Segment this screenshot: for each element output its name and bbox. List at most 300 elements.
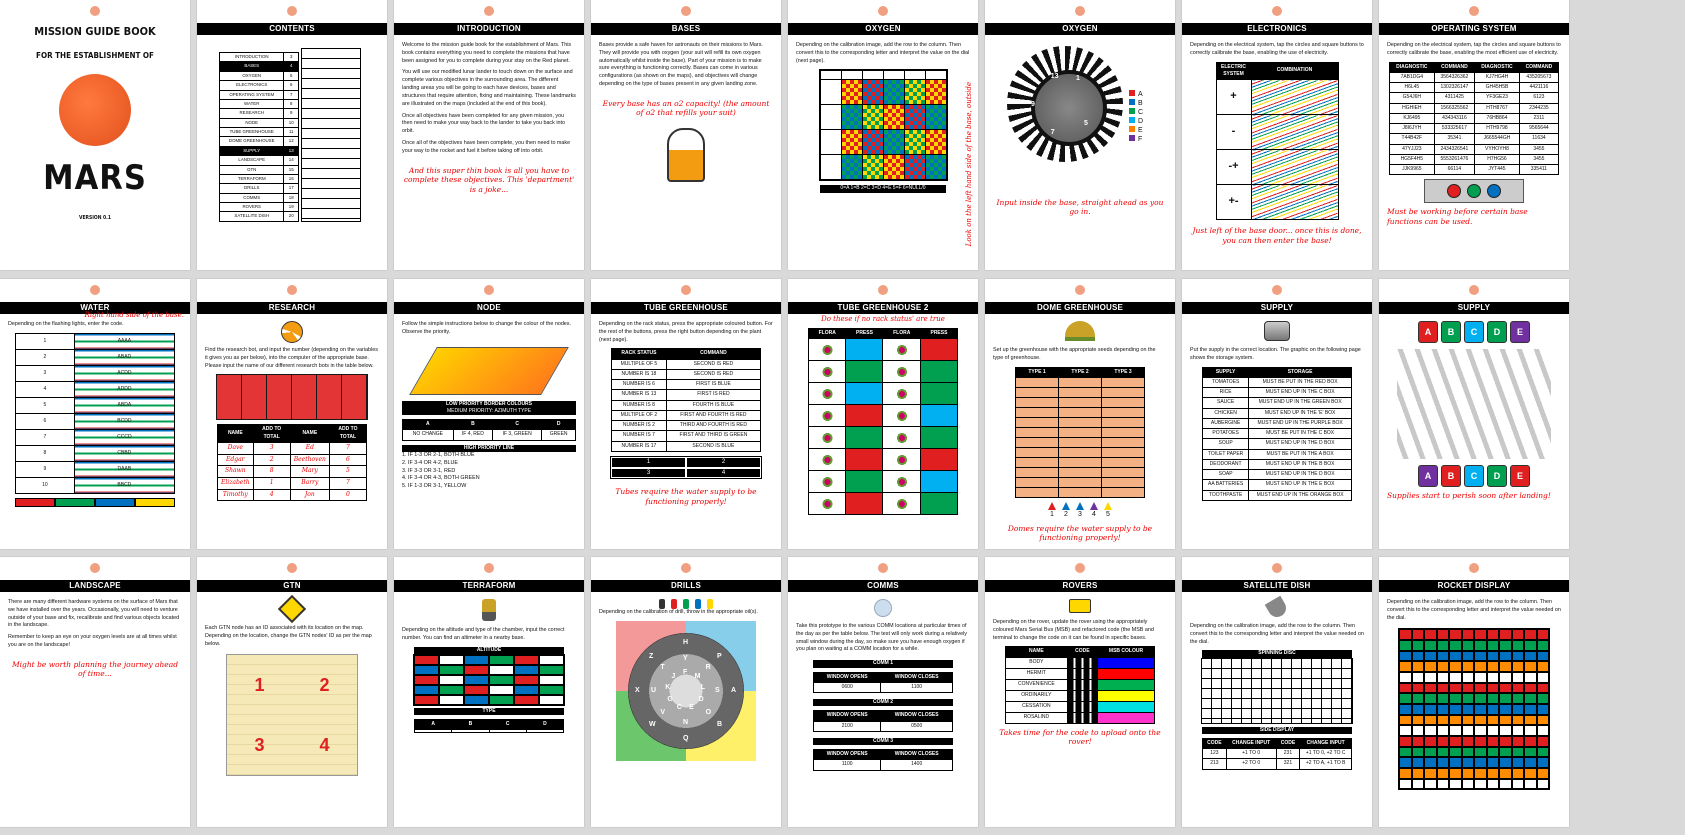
table-row [220,109,299,118]
tube-button-grid [610,456,762,479]
altitude-cell [464,685,489,695]
table-cell: SAUCE [1203,398,1249,408]
table-cell [1102,407,1145,417]
table-cell [883,449,920,471]
table-cell: Elizabeth [218,478,254,490]
table-header-cell: TYPE 3 [1102,367,1145,377]
altitude-cell [514,695,539,705]
table-cell: JYT445 [1475,165,1520,175]
paragraph: Depending on the calibration image, add the row to the column. Then convert this to the corresponding letter and interpret the value needed on the dial. [1387,599,1561,621]
legend-letter: F [1138,136,1143,143]
seed-cone-row [993,502,1167,520]
grid-cell [1537,747,1550,758]
book-page [197,557,387,827]
table-cell: 2311 [1519,113,1558,123]
grid-cell [1512,661,1525,672]
table-cell [809,449,846,471]
grid-cell [1524,683,1537,694]
table-header-cell: C [493,420,542,430]
storage-bin: A [1418,465,1438,487]
table-cell: BBCD [74,477,174,493]
table-row [1203,398,1352,408]
table-row [814,721,953,731]
table-cell: J665544GH [1475,134,1520,144]
grid-cell [1412,779,1425,790]
altitude-colour-grid [413,654,565,706]
table-cell: 533325617 [1434,124,1475,134]
table-cell: HGHIEH [1390,103,1435,113]
table-cell: FIRST IS RED [666,390,760,400]
grid-cell [884,155,904,179]
table-cell: CONVENIENCE [1006,679,1068,690]
tube-button[interactable]: 4 [686,468,761,479]
page-title: GTN [197,580,387,592]
paragraph: Depending on the calibration image, add the row to the column. Then convert this to the corresponding letter and interpret the value on the dial (next page). [796,42,970,64]
page-body [8,311,184,543]
altitude-cell [539,675,564,685]
electronics-table [1216,62,1339,221]
grid-cell [1512,768,1525,779]
book-page [591,279,781,549]
table-cell: 7 [329,478,366,490]
table-header-cell: RACK STATUS [612,349,667,359]
dome-seed-table [1015,367,1145,498]
grid-cell [1462,629,1475,640]
table-cell: NUMBER IS 17 [612,441,667,451]
grid-cell [884,80,904,104]
table-cell: 321 [1276,759,1300,769]
map-quadrant-number: 4 [319,735,330,756]
grid-cell [1399,715,1412,726]
table-cell: KJ6495 [1390,113,1435,123]
altitude-header: ALTITUDE [414,647,564,654]
research-variable-grid [216,374,368,420]
table-cell [1102,477,1145,487]
altitude-cell [414,655,439,665]
table-cell: 6 [284,81,299,90]
tube-button[interactable]: 1 [611,457,686,468]
grid-cell [1537,651,1550,662]
grid-cell [1449,757,1462,768]
table-cell: WATER [220,99,284,108]
table-cell: - [1216,115,1251,150]
grid-cell [1524,672,1537,683]
paragraph: You will use our modified lunar lander to touch down on the surface and complete various objectives in the surrounding area. The different landing areas you will be going to each have devices, bases and structures that require attention, fixing and maintaining. These landmarks are illustrated on the maps (included at the end of this book). [402,69,576,107]
grid-cell [1449,661,1462,672]
table-cell: 7 [16,429,75,445]
table-cell [1067,701,1097,712]
page-hole-marker [681,285,691,295]
table-cell [1251,185,1338,220]
altitude-cell [489,665,514,675]
table-cell: SOAP [1203,470,1249,480]
grid-cell [1537,683,1550,694]
table-cell: 11 [284,128,299,137]
page-hole-marker [878,6,888,16]
table-cell [1016,427,1059,437]
grid-cell [1524,747,1537,758]
grid-cell [926,130,946,154]
table-row [1390,124,1559,134]
supply-storage-table [1202,367,1352,501]
table-cell: 1 [16,333,75,349]
table-header-cell: B [452,720,489,730]
table-cell: FIRST AND FOURTH IS RED [666,410,760,420]
os-button[interactable] [1447,184,1461,198]
table-cell [883,339,920,361]
grid-cell [1449,683,1462,694]
mars-planet [59,74,131,146]
grid-cell [1424,725,1437,736]
table-cell: +1 TO 0, +2 TO C [1300,749,1352,759]
table-cell: CHICKEN [1203,408,1249,418]
grid-cell [1487,651,1500,662]
cone-number: 1 [1050,510,1054,518]
grid-cell [1399,661,1412,672]
grid-cell [1499,768,1512,779]
table-cell: MUST END UP IN THE PURPLE BOX [1249,418,1352,428]
wheel-letter: K [665,683,671,691]
handwritten-note: And this super thin book is all you have to complete these objectives. This 'department' is a joke... [403,165,575,194]
table-cell [883,493,920,515]
table-cell: 4 [284,62,299,71]
table-cell: MUST END UP IN THE D BOX [1249,470,1352,480]
page-title: TERRAFORM [394,580,584,592]
page-hole-marker [878,285,888,295]
table-header-cell: WINDOW CLOSES [881,711,953,721]
page-body [1387,42,1561,264]
oil-bottle[interactable] [659,599,665,609]
page-hole-marker [1272,285,1282,295]
table-header-cell: A [415,720,452,730]
table-cell: 4421116 [1519,83,1558,93]
table-cell [846,449,883,471]
grid-cell [1424,747,1437,758]
table-cell: BCDD [74,413,174,429]
grid-cell [1474,672,1487,683]
table-cell [920,493,957,515]
table-row [220,184,299,193]
os-button[interactable] [1487,184,1501,198]
table-cell: BODY [1006,657,1068,668]
table-cell: +- [1216,185,1251,220]
wheel-letter: T [660,664,665,672]
table-header-cell: COMMAND [1519,62,1558,72]
table-row [612,410,761,420]
book-page [788,0,978,270]
table-cell [1067,690,1097,701]
handwritten-note: Do these if no rack status' are true [821,315,945,323]
rocket-calibration-grid [1398,628,1550,790]
supply-crate-icon [1264,321,1290,341]
table-header-cell: FLORA [883,328,920,338]
table-cell: 3455 [1519,144,1558,154]
grid-cell [926,71,946,79]
book-page [1379,557,1569,827]
grid-cell [1424,629,1437,640]
table-cell: GH45H5B [1475,83,1520,93]
table-row [220,165,299,174]
page-body [993,42,1167,264]
legend-item [1129,99,1143,108]
grid-cell [842,155,862,179]
table-header-cell: COMMAND [1434,62,1475,72]
table-cell: HG5F4H5 [1390,154,1435,164]
grid-cell [1474,757,1487,768]
table-cell: +1 TO 0 [1226,749,1276,759]
table-row [220,203,299,212]
grid-cell [1449,704,1462,715]
table-cell: JJK9965 [1390,165,1435,175]
wheel-letter: A [731,686,737,694]
grid-cell [1399,757,1412,768]
table-cell [1016,477,1059,487]
table-cell: 6 [16,413,75,429]
book-page [985,279,1175,549]
os-button[interactable] [1467,184,1481,198]
book-page [788,557,978,827]
book-page [1379,0,1569,270]
table-cell: 35341 [1434,134,1475,144]
grid-cell [1437,768,1450,779]
table-cell: CCCD [74,429,174,445]
drill-calibration-wheel [616,621,756,761]
table-cell: Edgar [218,454,254,466]
research-bot-table [217,424,367,501]
oil-bottle[interactable] [707,599,713,609]
page-body [1387,321,1561,543]
handwritten-note: Domes require the water supply to be functioning properly! [1007,524,1153,543]
table-header-row [809,328,958,338]
page-hole-marker [287,6,297,16]
table-row [809,493,958,515]
table-header-cell: NAME [290,425,329,443]
tube-button[interactable]: 3 [611,468,686,479]
grid-cell [842,130,862,154]
grid-cell [863,105,883,129]
handwritten-note: Look on the left hand side of the base, outside [965,82,974,247]
grid-cell [1537,640,1550,651]
grid-cell [1449,715,1462,726]
storage-bin: D [1487,465,1507,487]
grid-cell [1437,672,1450,683]
oil-bottle[interactable] [695,599,701,609]
table-cell: 15 [284,165,299,174]
grid-cell [1524,640,1537,651]
grid-cell [884,130,904,154]
grid-cell [1424,672,1437,683]
page-hole-marker [90,285,100,295]
grid-cell [1399,629,1412,640]
page-body [205,42,379,264]
table-row [1203,470,1352,480]
grid-cell [1487,640,1500,651]
table-row [1016,447,1145,457]
page-hole-marker [681,563,691,573]
table-cell: Beethoven [290,454,329,466]
wheel-letter: N [683,718,689,726]
book-page [591,0,781,270]
table-cell: 9 [284,109,299,118]
grid-cell [1512,736,1525,747]
table-cell: 3 [284,53,299,62]
table-cell [883,383,920,405]
table-cell: FIRST IS BLUE [666,380,760,390]
table-cell: 10 [284,118,299,127]
table-header-cell: ADD TO TOTAL [253,425,290,443]
table-cell: 66114 [1434,165,1475,175]
table-cell: HTH8767 [1475,103,1520,113]
table-row [220,174,299,183]
grid-cell [1487,747,1500,758]
grid-cell [1537,704,1550,715]
grid-cell [842,105,862,129]
table-cell [809,405,846,427]
grid-cell [1537,693,1550,704]
table-cell [1102,387,1145,397]
comm-window-table [813,672,953,694]
page-body [8,599,182,821]
oil-bottle[interactable] [683,599,689,609]
table-row [16,365,175,381]
grid-cell [1512,715,1525,726]
table-row [1390,144,1559,154]
grid-cell [1487,757,1500,768]
grid-cell [1437,779,1450,790]
dial-legend [1129,90,1143,144]
paragraph: Welcome to the mission guide book for the establishment of Mars. This book contains everything you need to complete the missions that have been assigned for you to complete during your stay on the Red planet. [402,42,572,64]
storage-bins-top [1387,321,1561,343]
table-row [220,71,299,80]
page-title: NODE [394,302,584,314]
table-cell: Dave [218,442,254,454]
table-row [1216,80,1338,115]
table-cell [809,361,846,383]
storage-bin: E [1510,321,1530,343]
grid-cell [1487,683,1500,694]
drill-oil-icons [599,599,773,609]
table-cell: NUMBER IS 2 [612,421,667,431]
table-cell [846,405,883,427]
spinning-disc-header: SPINNING DISC [1202,650,1352,657]
grid-cell [1524,725,1537,736]
grid-cell [1424,779,1437,790]
legend-item [1129,117,1143,126]
table-row [809,405,958,427]
grid-cell [926,105,946,129]
table-cell [920,339,957,361]
cone-shape [1048,502,1056,510]
table-row [1203,490,1352,500]
table-header-cell: ADD TO TOTAL [329,425,366,443]
table-row [1203,429,1352,439]
table-cell: SECOND IS RED [666,359,760,369]
grid-cell [1437,661,1450,672]
grid-cell [1412,661,1425,672]
page-body [599,599,773,821]
dial-center [1031,70,1107,146]
table-cell [1102,457,1145,467]
table-cell: 0500 [881,721,953,731]
grid-cell [1424,693,1437,704]
contents-blank-column [301,48,361,222]
table-cell: Jon [290,489,329,501]
legend-letter: C [1138,109,1144,116]
table-cell: GTN [220,165,284,174]
grid-cell [1537,757,1550,768]
grid-cell [863,130,883,154]
table-header-cell: A [403,420,454,430]
water-code-table [15,333,175,494]
altitude-cell [464,665,489,675]
tube-button[interactable]: 2 [686,457,761,468]
cone-number: 5 [1106,510,1110,518]
wheel-letter: R [705,664,711,672]
table-header-cell: WINDOW OPENS [814,711,881,721]
grid-cell [1512,779,1525,790]
table-cell: RICE [1203,388,1249,398]
node-rule: 1. IF 1-3 OR 2-1, BOTH BLUE [402,451,475,458]
table-cell: 76HB864 [1475,113,1520,123]
grid-cell [1437,693,1450,704]
table-cell: INTRODUCTION [220,53,284,62]
flora-press-table [808,328,958,515]
table-header-cell: PRESS [846,328,883,338]
table-row [612,359,761,369]
grid-cell [905,71,925,79]
table-cell: CESSATION [1006,701,1068,712]
table-cell: COMMS [220,193,284,202]
table-header-cell: WINDOW OPENS [814,672,881,682]
grid-cell [1512,683,1525,694]
table-cell: THIRD AND FOURTH IS RED [666,421,760,431]
table-cell: Timothy [218,489,254,501]
table-row [1203,459,1352,469]
table-cell: NUMBER IS 13 [612,390,667,400]
table-cell [809,383,846,405]
table-cell [920,449,957,471]
table-header-cell: NAME [1006,647,1068,657]
grid-cell [1412,715,1425,726]
page-hole-marker [878,563,888,573]
wheel-letter: Q [683,734,689,742]
page-title: SATELLITE DISH [1182,580,1372,592]
table-row [1390,93,1559,103]
key-swatch [135,498,175,507]
table-cell: 1100 [881,682,953,692]
storage-bins-bottom [1387,465,1561,487]
table-cell [1067,657,1097,668]
dial-number: 9 [1031,101,1035,108]
node-low-priority-header: LOW PRIORITY BORDER COLOURS [402,401,576,408]
table-header-cell: CODE [1067,647,1097,657]
table-cell: BASES [220,62,284,71]
table-cell: ROSALIND [1006,712,1068,723]
oil-bottle[interactable] [671,599,677,609]
comm-window-table [813,710,953,732]
table-row [1203,759,1352,769]
table-header-row [814,750,953,760]
handwritten-note: Might be worth planning the journey ahead of time... [11,659,179,679]
altitude-cell [514,675,539,685]
table-row [218,489,367,501]
legend-swatch [1129,90,1135,96]
table-cell: 47YJJ23 [1390,144,1435,154]
table-cell: ELECTRONICS [220,81,284,90]
table-cell: 6 [329,454,366,466]
table-cell: +2 TO 0 [1226,759,1276,769]
grid-cell [1512,629,1525,640]
